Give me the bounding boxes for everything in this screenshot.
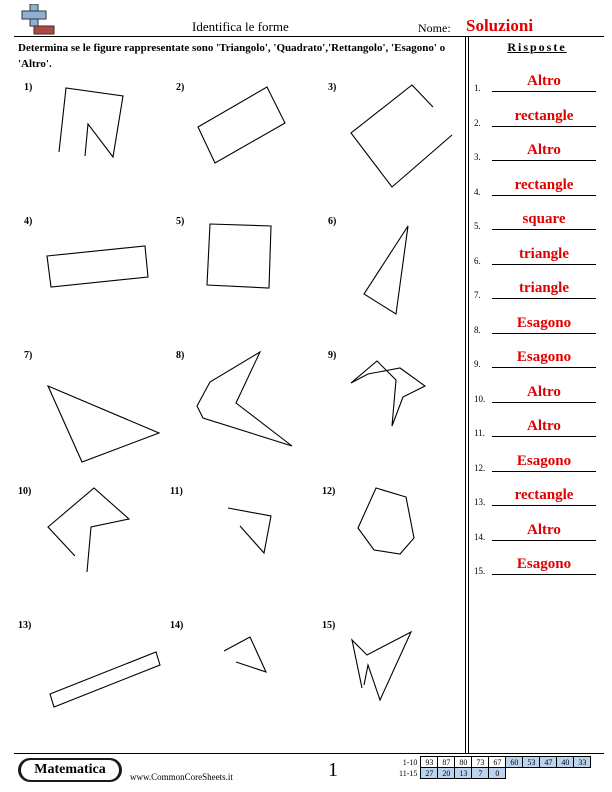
instructions: Determina se le figure rappresentate sono 'Triangolo', 'Quadrato','Rettangolo', 'Esagono' o 'Altro'. — [18, 42, 446, 70]
problem-label: 10) — [18, 486, 32, 497]
answer-number: 10. — [474, 393, 486, 404]
answer-number: 5. — [474, 221, 481, 231]
answer-row — [474, 517, 604, 541]
problem-label: 8) — [176, 350, 185, 361]
score-cell: 13 — [455, 768, 472, 779]
shape-10 — [48, 488, 129, 572]
answer-text: Altro — [527, 418, 561, 434]
answer-line — [492, 298, 596, 299]
problem-label: 13) — [18, 620, 32, 631]
answer-number: 4. — [474, 186, 481, 197]
answer-line — [492, 402, 596, 403]
answer-line — [492, 160, 596, 161]
shape-11 — [228, 508, 271, 553]
score-cell: 67 — [489, 757, 506, 768]
answer-line — [492, 367, 596, 368]
answer-row — [474, 310, 604, 334]
answer-number: 13. — [474, 497, 486, 507]
answer-number: 14. — [474, 531, 486, 542]
shape-13 — [50, 652, 160, 707]
problem-label: 12) — [322, 486, 336, 497]
problem-label: 2) — [176, 82, 185, 93]
answer-number: 8. — [474, 324, 481, 335]
answer-row — [474, 344, 604, 368]
answer-text: square — [522, 211, 566, 227]
shape-14 — [224, 637, 266, 672]
score-cell: 7 — [472, 768, 489, 779]
score-cell: 80 — [455, 757, 472, 768]
answer-text: Esagono — [516, 314, 572, 331]
answer-line — [492, 91, 596, 92]
answer-number: 9. — [474, 359, 481, 369]
shape-3 — [351, 85, 452, 187]
score-row — [397, 757, 591, 768]
answer-line — [492, 505, 596, 506]
answer-row — [474, 68, 604, 92]
answer-row — [474, 413, 604, 437]
answer-text: rectangle — [514, 107, 574, 124]
answer-text: triangle — [519, 245, 569, 262]
answer-line — [492, 540, 596, 541]
problem-label: 4) — [24, 216, 33, 227]
answer-line — [492, 471, 596, 472]
shape-15 — [352, 632, 411, 700]
page-number: 1 — [328, 759, 338, 781]
answer-line — [492, 229, 596, 230]
shape-1 — [59, 88, 123, 157]
answer-number: 1. — [474, 83, 481, 93]
answer-row — [474, 206, 604, 230]
problem-label: 14) — [170, 620, 184, 631]
shape-12 — [358, 488, 414, 554]
problem-label: 1) — [24, 82, 33, 93]
answer-row — [474, 103, 604, 127]
answer-row — [474, 241, 604, 265]
answer-number: 11. — [474, 428, 485, 438]
answer-text: Altro — [527, 73, 561, 89]
answer-number: 3. — [474, 152, 481, 162]
answer-line — [492, 574, 596, 575]
answer-number: 15. — [474, 566, 486, 576]
brand-name: Matematica — [34, 762, 106, 777]
answer-row — [474, 482, 604, 506]
name-label: Nome: — [418, 21, 451, 35]
answer-text: Altro — [527, 383, 561, 400]
answer-line — [492, 264, 596, 265]
footer-divider — [14, 753, 604, 754]
score-cell: 33 — [574, 757, 591, 768]
answer-number: 7. — [474, 290, 481, 300]
answer-number: 2. — [474, 117, 481, 128]
name-value: Soluzioni — [466, 16, 534, 35]
answer-row — [474, 275, 604, 299]
score-row-label: 11-15 — [399, 768, 418, 778]
problem-label: 15) — [322, 620, 336, 631]
answer-number: 12. — [474, 462, 486, 473]
score-row-label: 1-10 — [402, 757, 418, 767]
answer-text: triangle — [519, 280, 569, 296]
problem-label: 6) — [328, 216, 337, 227]
answer-number: 6. — [474, 255, 481, 266]
score-cell: 0 — [489, 768, 506, 779]
score-cell: 27 — [421, 768, 438, 779]
page-title: Identifica le forme — [192, 19, 289, 34]
score-row — [397, 768, 591, 779]
score-cell: 47 — [540, 757, 557, 768]
answer-text: Esagono — [516, 556, 572, 572]
shape-7 — [48, 386, 159, 462]
problem-label: 7) — [24, 350, 33, 361]
answer-line — [492, 195, 596, 196]
score-cell: 87 — [438, 757, 455, 768]
answers-title: Risposte — [507, 40, 567, 54]
answer-line — [492, 126, 596, 127]
answer-line — [492, 333, 596, 334]
score-cell: 40 — [557, 757, 574, 768]
problem-label: 11) — [170, 486, 183, 497]
problem-label: 9) — [328, 350, 337, 361]
score-cell: 53 — [523, 757, 540, 768]
shape-4 — [47, 246, 148, 287]
score-table — [397, 756, 591, 779]
answer-row — [474, 448, 604, 472]
score-cell: 60 — [506, 757, 523, 768]
score-cell: 20 — [438, 768, 455, 779]
answer-text: Altro — [527, 521, 561, 538]
shape-2 — [198, 87, 285, 163]
website-link[interactable]: www.CommonCoreSheets.it — [130, 772, 233, 782]
score-cell: 93 — [421, 757, 438, 768]
shape-6 — [364, 226, 408, 314]
answer-row — [474, 172, 604, 196]
score-cell: 73 — [472, 757, 489, 768]
answer-row — [474, 379, 604, 403]
answer-text: rectangle — [514, 176, 574, 193]
shape-8 — [197, 352, 292, 446]
shape-9 — [351, 361, 425, 426]
answer-text: Altro — [527, 142, 561, 158]
shape-5 — [207, 224, 271, 288]
answer-row — [474, 551, 604, 575]
answer-text: Esagono — [516, 452, 572, 469]
problem-label: 5) — [176, 216, 185, 227]
answer-row — [474, 137, 604, 161]
answer-text: Esagono — [516, 349, 572, 365]
answer-line — [492, 436, 596, 437]
problem-label: 3) — [328, 82, 337, 93]
answer-text: rectangle — [514, 487, 574, 503]
